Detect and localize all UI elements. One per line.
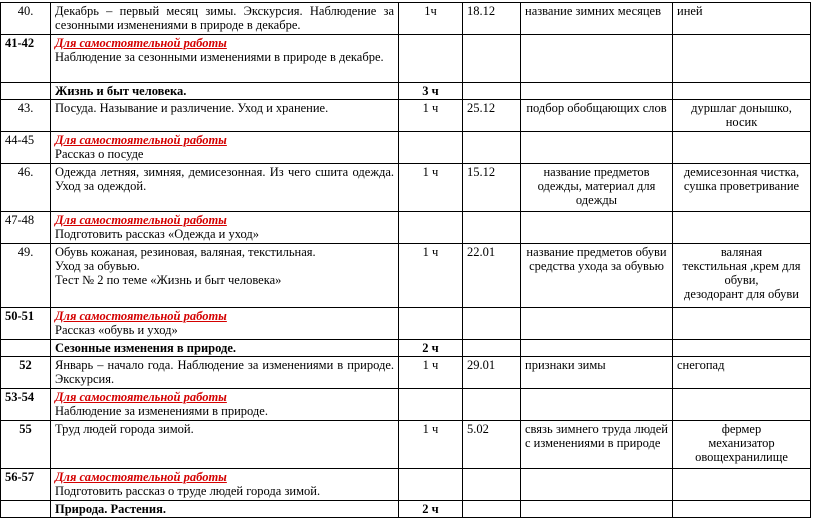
self-work-label: Для самостоятельной работы [55, 213, 227, 227]
self-work-label: Для самостоятельной работы [55, 36, 227, 50]
lesson-date: 22.01 [463, 244, 521, 308]
lesson-vocabulary: название предметов обуви средства ухода за обувью [521, 244, 673, 308]
section-title: Природа. Растения. [51, 501, 399, 518]
self-work-label: Для самостоятельной работы [55, 390, 227, 404]
table-row [1, 389, 811, 421]
lesson-number: 49. [1, 244, 51, 308]
lesson-topic-line: Тест № 2 по теме «Жизнь и быт человека» [55, 273, 282, 287]
self-work-task: Подготовить рассказ «Одежда и уход» [55, 227, 260, 241]
section-hours: 2 ч [399, 501, 463, 518]
lesson-words: снегопад [673, 357, 811, 389]
lesson-number: 40. [1, 3, 51, 35]
self-work-task: Наблюдение за сезонными изменениями в природе в декабре. [55, 50, 384, 64]
lesson-date: 25.12 [463, 100, 521, 132]
self-work-task: Наблюдение за изменениями в природе. [55, 404, 268, 418]
self-work-task: Рассказ о посуде [55, 147, 144, 161]
lesson-vocabulary: подбор обобщающих слов [521, 100, 673, 132]
table-row [1, 212, 811, 244]
self-work-cell [51, 35, 399, 83]
self-work-cell [51, 389, 399, 421]
section-title: Жизнь и быт человека. [51, 83, 399, 100]
lesson-word-line: дезодорант для обуви [684, 287, 799, 301]
self-work-cell [51, 132, 399, 164]
lesson-hours: 1 ч [399, 421, 463, 469]
lesson-word-line: фермер [721, 422, 762, 436]
self-work-label: Для самостоятельной работы [55, 470, 227, 484]
table-row [1, 357, 811, 389]
lesson-vocabulary: название зимних месяцев [521, 3, 673, 35]
lesson-date: 5.02 [463, 421, 521, 469]
lesson-plan-table [0, 2, 811, 518]
lesson-word-line: овощехранилище [695, 450, 788, 464]
lesson-words: иней [673, 3, 811, 35]
lesson-number: 43. [1, 100, 51, 132]
lesson-number: 52 [1, 357, 51, 389]
lesson-words: дуршлаг донышко, носик [673, 100, 811, 132]
table-row [1, 132, 811, 164]
lesson-topic: Посуда. Называние и различение. Уход и хранение. [51, 100, 399, 132]
table-row [1, 308, 811, 340]
self-work-task: Подготовить рассказ о труде людей города зимой. [55, 484, 321, 498]
lesson-hours: 1 ч [399, 244, 463, 308]
lesson-word-line: механизатор [708, 436, 775, 450]
lesson-words [673, 244, 811, 308]
table-row [1, 469, 811, 501]
lesson-number: 56-57 [1, 469, 51, 501]
lesson-date: 18.12 [463, 3, 521, 35]
lesson-vocabulary: признаки зимы [521, 357, 673, 389]
lesson-number: 44-45 [1, 132, 51, 164]
table-row [1, 244, 811, 308]
lesson-number: 53-54 [1, 389, 51, 421]
lesson-topic [51, 244, 399, 308]
table-row [1, 421, 811, 469]
lesson-number: 47-48 [1, 212, 51, 244]
lesson-date: 29.01 [463, 357, 521, 389]
self-work-cell [51, 212, 399, 244]
lesson-vocabulary: связь зимнего труда людей с изменениями в природе [521, 421, 673, 469]
table-row [1, 35, 811, 83]
section-title: Сезонные изменения в природе. [51, 340, 399, 357]
table-row [1, 3, 811, 35]
self-work-cell [51, 469, 399, 501]
lesson-date: 15.12 [463, 164, 521, 212]
lesson-hours: 1 ч [399, 164, 463, 212]
self-work-label: Для самостоятельной работы [55, 133, 227, 147]
lesson-hours: 1 ч [399, 100, 463, 132]
section-row [1, 340, 811, 357]
section-hours: 3 ч [399, 83, 463, 100]
lesson-topic: Декабрь – первый месяц зимы. Экскурсия. Наблюдение за сезонными изменениями в природе в декабре. [51, 3, 399, 35]
self-work-task: Рассказ «обувь и уход» [55, 323, 178, 337]
lesson-number: 50-51 [1, 308, 51, 340]
table-row [1, 164, 811, 212]
lesson-word-line: текстильная ,крем для обуви, [682, 259, 801, 287]
table-row [1, 100, 811, 132]
lesson-vocabulary: название предметов одежды, материал для одежды [521, 164, 673, 212]
lesson-topic: Январь – начало года. Наблюдение за изменениями в природе. Экскурсия. [51, 357, 399, 389]
lesson-words: демисезонная чистка, сушка проветривание [673, 164, 811, 212]
lesson-number: 41-42 [1, 35, 51, 83]
section-hours: 2 ч [399, 340, 463, 357]
lesson-hours: 1ч [399, 3, 463, 35]
self-work-label: Для самостоятельной работы [55, 309, 227, 323]
lesson-topic: Труд людей города зимой. [51, 421, 399, 469]
lesson-number: 55 [1, 421, 51, 469]
lesson-words [673, 421, 811, 469]
lesson-hours: 1 ч [399, 357, 463, 389]
section-row [1, 83, 811, 100]
section-row [1, 501, 811, 518]
lesson-word-line: валяная [720, 245, 763, 259]
self-work-cell [51, 308, 399, 340]
lesson-topic: Одежда летняя, зимняя, демисезонная. Из чего сшита одежда. Уход за одеждой. [51, 164, 399, 212]
lesson-number: 46. [1, 164, 51, 212]
lesson-topic-line: Обувь кожаная, резиновая, валяная, текстильная. [55, 245, 316, 259]
lesson-topic-line: Уход за обувью. [55, 259, 140, 273]
